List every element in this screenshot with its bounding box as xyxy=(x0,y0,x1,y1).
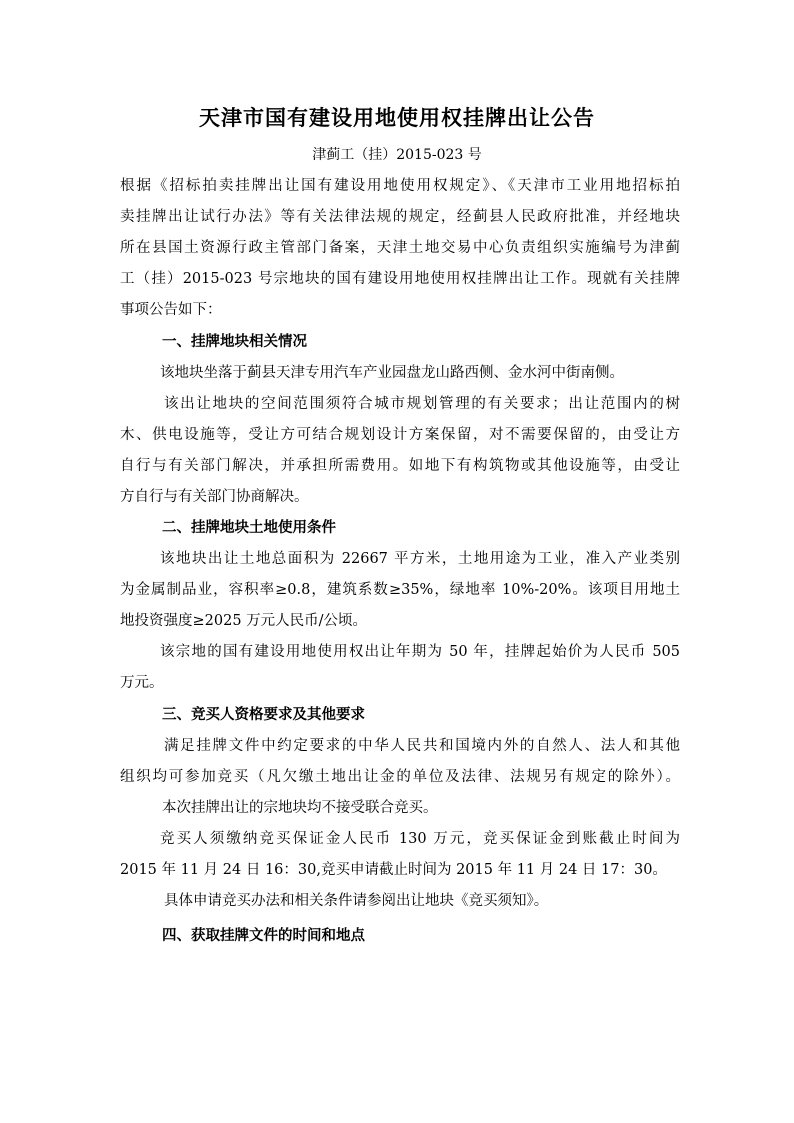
paragraph-line: 为金属制品业，容积率≥0.8，建筑系数≥35%，绿地率 10%-20%。该项目用地土 xyxy=(120,582,680,598)
paragraph-line: 本次挂牌出让的宗地块均不接受联合竞买。 xyxy=(162,800,438,816)
section-heading: 四、获取挂牌文件的时间和地点 xyxy=(162,927,365,944)
intro-line: 根据《招标拍卖挂牌出让国有建设用地使用权规定》、《天津市工业用地招标拍 xyxy=(120,178,680,194)
intro-line: 事项公告如下： xyxy=(120,302,222,318)
section-heading: 三、竞买人资格要求及其他要求 xyxy=(162,706,365,723)
paragraph-line: 自行与有关部门解决，并承担所需费用。如地下有构筑物或其他设施等，由受让 xyxy=(120,458,680,474)
paragraph-line: 地投资强度≥2025 万元人民币/公顷。 xyxy=(120,613,368,629)
paragraph-line: 万元。 xyxy=(120,675,164,691)
paragraph-line: 满足挂牌文件中约定要求的中华人民共和国境内外的自然人、法人和其他 xyxy=(164,738,680,754)
paragraph-line: 该出让地块的空间范围须符合城市规划管理的有关要求；出让范围内的树 xyxy=(164,396,680,412)
page-title: 天津市国有建设用地使用权挂牌出让公告 xyxy=(199,105,595,130)
section-heading: 一、挂牌地块相关情况 xyxy=(162,333,307,350)
intro-line: 所在县国土资源行政主管部门备案，天津土地交易中心负责组织实施编号为津蓟 xyxy=(120,240,680,256)
section-heading: 二、挂牌地块土地使用条件 xyxy=(162,519,336,536)
paragraph-line: 具体申请竞买办法和相关条件请参阅出让地块《竞买须知》。 xyxy=(164,893,549,909)
paragraph-line: 竞买人须缴纳竞买保证金人民币 130 万元，竞买保证金到账截止时间为 xyxy=(160,831,680,847)
paragraph-line: 2015 年 11 月 24 日 16：30,竞买申请截止时间为 2015 年 11 月 24 日 17：30。 xyxy=(120,862,667,878)
paragraph-line: 组织均可参加竞买（凡欠缴土地出让金的单位及法律、法规另有规定的除外）。 xyxy=(120,769,680,785)
intro-line: 工（挂）2015-023 号宗地块的国有建设用地使用权挂牌出让工作。现就有关挂牌 xyxy=(120,271,680,287)
document-number: 津蓟工（挂）2015-023 号 xyxy=(312,147,482,163)
paragraph-line: 木、供电设施等，受让方可结合规划设计方案保留，对不需要保留的，由受让方 xyxy=(120,427,680,443)
intro-line: 卖挂牌出让试行办法》等有关法律法规的规定，经蓟县人民政府批准，并经地块 xyxy=(120,209,680,225)
paragraph-line: 该地块出让土地总面积为 22667 平方米，土地用途为工业，准入产业类别 xyxy=(160,551,680,567)
paragraph-line: 该宗地的国有建设用地使用权出让年期为 50 年，挂牌起始价为人民币 505 xyxy=(160,644,680,660)
paragraph-line: 该地块坐落于蓟县天津专用汽车产业园盘龙山路西侧、金水河中街南侧。 xyxy=(160,365,624,381)
paragraph-line: 方自行与有关部门协商解决。 xyxy=(120,489,309,505)
